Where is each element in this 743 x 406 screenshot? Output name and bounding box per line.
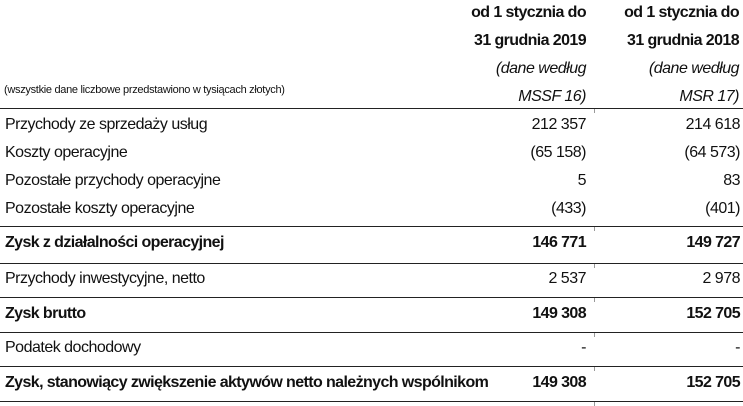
row-label: Przychody ze sprzedaży usług: [5, 116, 208, 133]
value-2019: 149 308: [532, 305, 586, 322]
row-label: Przychody inwestycyjne, netto: [5, 270, 205, 287]
table-row: [0, 168, 743, 196]
value-2019: (65 158): [530, 144, 586, 161]
column-tick: [594, 227, 595, 231]
value-2018: 83: [723, 172, 740, 189]
divider: [0, 108, 743, 109]
table-row-total: [0, 370, 743, 398]
table-row: [0, 266, 743, 294]
divider: [0, 401, 743, 402]
column-tick: [594, 109, 595, 113]
column-tick: [594, 298, 595, 302]
table-row-subtotal: [0, 230, 743, 258]
col-2019-standard-2: MSSF 16): [518, 88, 586, 105]
divider: [0, 226, 743, 227]
table-row: [0, 335, 743, 363]
divider: [0, 297, 743, 298]
table-row-subtotal: [0, 301, 743, 329]
value-2019: 5: [577, 172, 586, 189]
table-row: [0, 140, 743, 168]
row-label: Koszty operacyjne: [5, 144, 128, 161]
divider: [0, 263, 743, 264]
value-2019: (433): [551, 200, 586, 217]
value-2019: 149 308: [532, 374, 586, 391]
col-2019-period-end: 31 grudnia 2019: [474, 32, 586, 49]
divider: [0, 366, 743, 367]
value-2019: -: [581, 339, 586, 356]
row-label: Zysk brutto: [5, 305, 86, 322]
row-label: Pozostałe koszty operacyjne: [5, 200, 195, 217]
row-label: Zysk, stanowiący zwiększenie aktywów netto należnych wspólnikom: [5, 374, 489, 391]
units-note: (wszystkie dane liczbowe przedstawiono w tysiącach złotych): [4, 84, 285, 96]
value-2019: 2 537: [548, 270, 586, 287]
value-2018: -: [735, 339, 740, 356]
value-2018: (64 573): [684, 144, 740, 161]
table-row: [0, 196, 743, 224]
value-2018: 152 705: [686, 305, 740, 322]
value-2018: 2 978: [702, 270, 740, 287]
col-2019-period-start: od 1 stycznia do: [471, 4, 586, 21]
value-2019: 146 771: [532, 234, 586, 251]
divider: [0, 332, 743, 333]
column-tick: [594, 264, 595, 268]
row-label: Podatek dochodowy: [5, 339, 141, 356]
row-label: Zysk z działalności operacyjnej: [5, 234, 224, 251]
column-tick: [594, 333, 595, 337]
col-2019-standard-1: (dane według: [495, 60, 586, 77]
value-2018: 149 727: [686, 234, 740, 251]
col-2018-standard-2: MSR 17): [679, 88, 739, 105]
col-2018-period-end: 31 grudnia 2018: [627, 32, 739, 49]
row-label: Pozostałe przychody operacyjne: [5, 172, 221, 189]
value-2018: 214 618: [685, 116, 740, 133]
col-2018-period-start: od 1 stycznia do: [624, 4, 739, 21]
column-tick: [594, 367, 595, 371]
value-2018: (401): [705, 200, 740, 217]
col-2018-standard-1: (dane według: [648, 60, 739, 77]
value-2019: 212 357: [531, 116, 586, 133]
column-tick: [594, 402, 595, 406]
value-2018: 152 705: [686, 374, 740, 391]
table-row: [0, 112, 743, 140]
